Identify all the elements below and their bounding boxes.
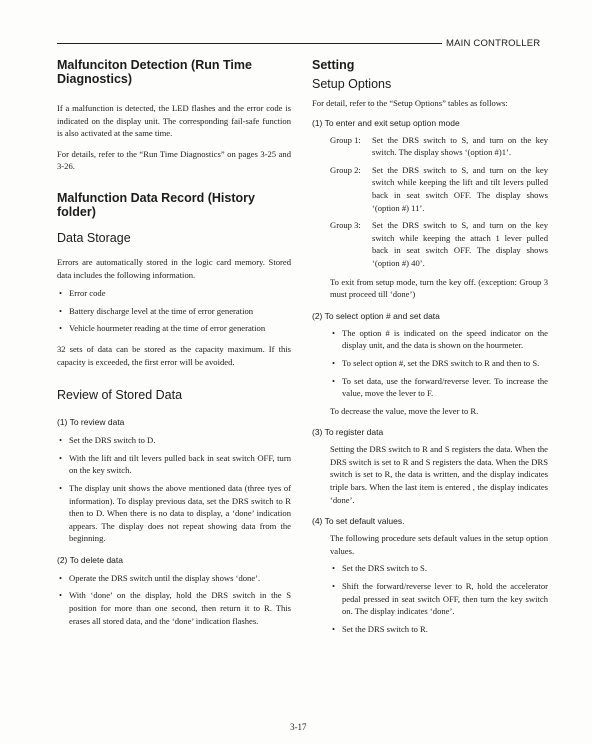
heading-malfunction-data-record: Malfunction Data Record (History folder) (57, 190, 255, 219)
heading-malfunction-detection: Malfunciton Detection (Run Time Diagnostics) (57, 58, 252, 86)
list-item: • With ‘done’ on the display, hold the DRS switch in the S position for more than one second, then return it to R. This erases all stored data, and the ‘done’ indication flashes. (59, 590, 291, 626)
subheading-select-option: (2) To select option # and set data (312, 310, 440, 321)
list-item: • Error code (59, 288, 106, 299)
list-item: • Operate the DRS switch until the display shows ‘done’. (59, 572, 261, 583)
setup-group-1: Group 1: Set the DRS switch to S, and turn on the key switch. The display shows ‘(option #)1’. (330, 134, 548, 158)
right-column (312, 58, 548, 635)
list-item: • Shift the forward/reverse lever to R, hold the accelerator pedal pressed in seat switch OFF, then turn the key switch on. The display indicates ‘done’. (332, 581, 548, 617)
subheading-review-data: (1) To review data (57, 417, 125, 428)
list-item: • To set data, use the forward/reverse lever. To increase the value, move the lever to F. (332, 375, 548, 399)
list-item: • Battery discharge level at the time of error generation (59, 305, 254, 316)
list-item: • Vehicle hourmeter reading at the time of error generation (59, 323, 266, 334)
header-rule (57, 43, 442, 44)
page-number: 3-17 (290, 722, 307, 732)
setup-group-3: Group 3: Set the DRS switch to S, and turn on the key switch while keeping the attach 1 lever pulled back in seat switch OFF. The display shows ‘(option #) 40’. (330, 220, 548, 268)
subheading-register-data: (3) To register data (312, 427, 384, 438)
paragraph-setup-detail: For detail, refer to the “Setup Options” tables as follows: (312, 98, 508, 108)
setup-group-2: Group 2: Set the DRS switch to S, and turn on the key switch while keeping the lift and tilt levers pulled back in seat switch OFF. The display shows ‘(option #) 11’. (330, 164, 548, 213)
list-item: • Set the DRS switch to S. (332, 563, 427, 574)
list-item: • Set the DRS switch to D. (59, 435, 156, 446)
subheading-enter-exit: (1) To enter and exit setup option mode (312, 117, 460, 128)
list-item: • The display unit shows the above mentioned data (three tyes of information). To display previous data, set the DRS switch to R then to D. When there is no data to display, a ‘done’ indication appears. The display does not repeat showing data from the beginning. (59, 482, 291, 544)
paragraph-malfunction-2: For details, refer to the “Run Time Diagnostics” on pages 3-25 and 3-26. (57, 148, 291, 172)
paragraph-decrease-value: To decrease the value, move the lever to R. (330, 405, 479, 416)
list-item: • To select option #, set the DRS switch to R and then to S. (332, 357, 540, 368)
heading-data-storage: Data Storage (57, 230, 131, 245)
list-item: • The option # is indicated on the speed indicator on the display unit, and the data is shown on the hourmeter. (332, 327, 548, 351)
paragraph-exit-setup: To exit from setup mode, turn the key off. (exception: Group 3 must proceed till ‘done’) (330, 276, 548, 300)
paragraph-capacity: 32 sets of data can be stored as the capacity maximum. If this capacity is exceeded, the first error will be avoided. (57, 343, 291, 367)
heading-setting: Setting (312, 58, 355, 72)
left-column (57, 58, 291, 627)
paragraph-storage: Errors are automatically stored in the logic card memory. Stored data includes the following information. (57, 256, 291, 280)
heading-review-stored-data: Review of Stored Data (57, 388, 183, 403)
subheading-delete-data: (2) To delete data (57, 554, 123, 565)
subheading-default-values: (4) To set default values. (312, 516, 405, 527)
list-item: • Set the DRS switch to R. (332, 623, 428, 634)
heading-setup-options: Setup Options (312, 77, 392, 91)
paragraph-register: Setting the DRS switch to R and S registers the data. When the DRS switch is set to R and S registers the data. When the DRS switch is set to R, the data is written, and the display indicates triple bars. When the last item is entered , the display indicates ‘done’. (330, 444, 548, 505)
list-item: • With the lift and tilt levers pulled back in seat switch OFF, turn on the key switch. (59, 452, 291, 476)
header-title: MAIN CONTROLLER (446, 38, 541, 49)
paragraph-malfunction-1: If a malfunction is detected, the LED flashes and the error code is indicated on the display unit. The corresponding fail-safe function is also activated at the same time. (57, 103, 291, 139)
paragraph-default: The following procedure sets default values in the setup option values. (330, 533, 548, 556)
